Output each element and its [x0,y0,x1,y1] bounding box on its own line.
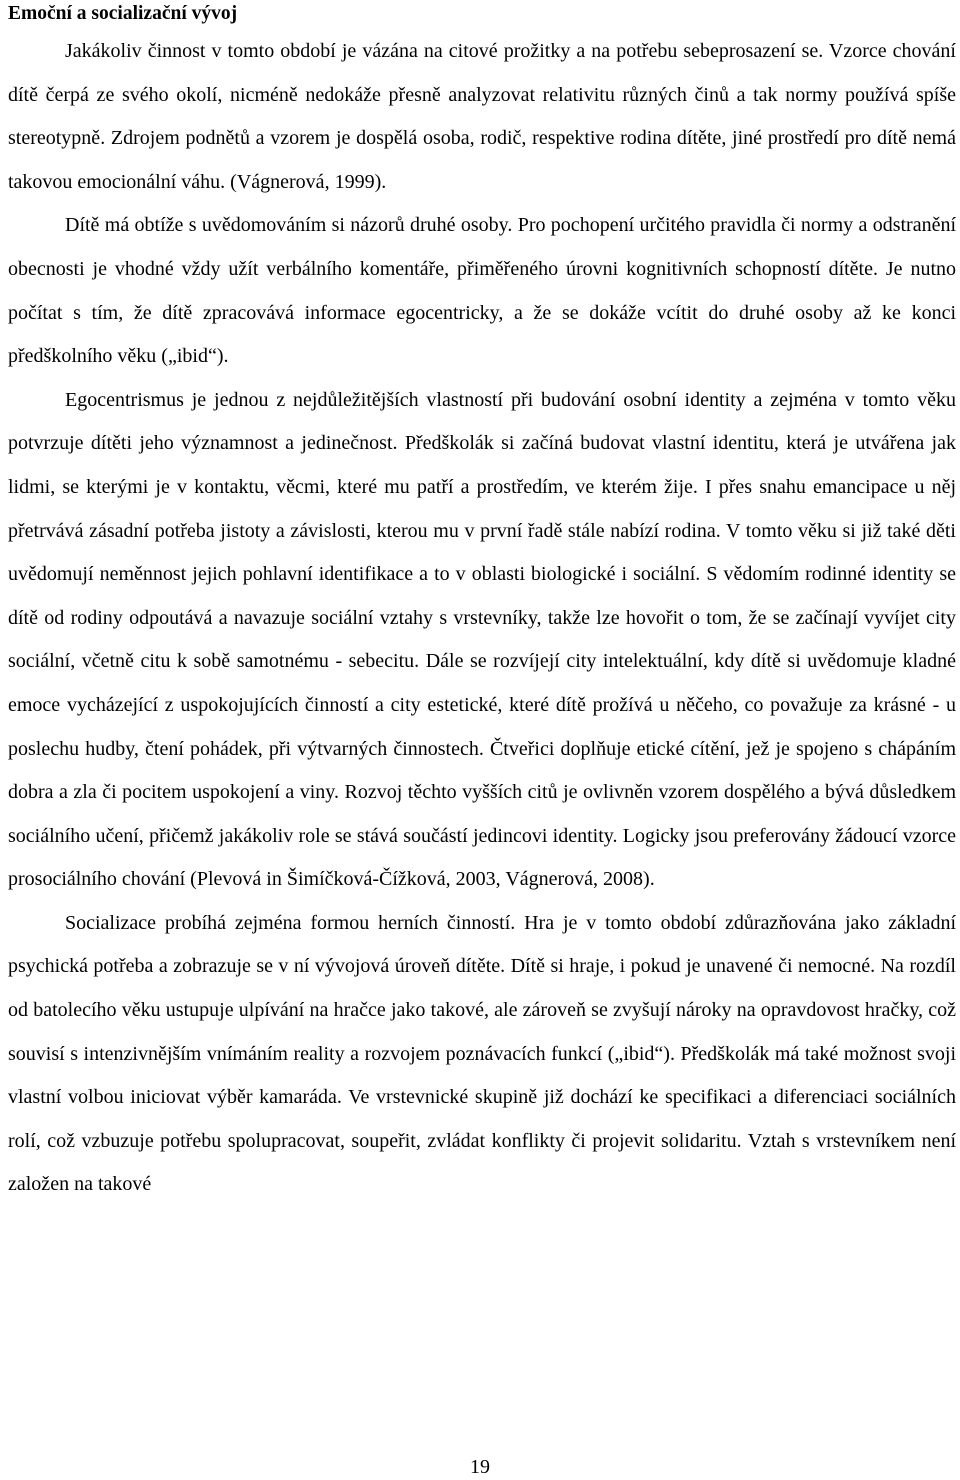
paragraph-2: Dítě má obtíže s uvědomováním si názorů druhé osoby. Pro pochopení určitého pravidla či normy a odstranění obecnosti je vhodné vždy užít verbálního komentáře, přiměřeného úrovni kognitivních schopností dítěte. Je nutno počítat s tím, že dítě zpracovává informace egocentricky, a že se dokáže vcítit do druhé osoby až ke konci předškolního věku („ibid“). [8,214,956,368]
section-heading: Emoční a socializační vývoj [8,3,238,24]
paragraph-1: Jakákoliv činnost v tomto období je vázána na citové prožitky a na potřebu sebeprosazení se. Vzorce chování dítě čerpá ze svého okolí, nicméně nedokáže přesně analyzovat relativitu různých činů a tak normy používá spíše stereotypně. Zdrojem podnětů a vzorem je dospělá osoba, rodič, respektive rodina dítěte, jiné prostředí pro dítě nemá takovou emocionální váhu. (Vágnerová, 1999). [8,40,956,193]
document-page [8,0,956,1207]
paragraph-3: Egocentrismus je jednou z nejdůležitějších vlastností při budování osobní identity a zejména v tomto věku potvrzuje dítěti jeho významnost a jedinečnost. Předškolák si začíná budovat vlastní identitu, která je utvářena jak lidmi, se kterými je v kontaktu, věcmi, které mu patří a prostředím, ve kterém žije. I přes snahu emancipace u něj přetrvává zásadní potřeba jistoty a závislosti, kterou mu v první řadě stále nabízí rodina. V tomto věku si již také děti uvědomují neměnnost jejich pohlavní identifikace a to v oblasti biologické i sociální. S vědomím rodinné identity se dítě od rodiny odpoutává a navazuje sociální vztahy s vrstevníky, takže lze hovořit o tom, že se začínají vyvíjet city sociální, včetně citu k sobě samotnému - sebecitu. Dále se rozvíjejí city intelektuální, kdy dítě si uvědomuje kladné emoce vycházející z uspokojujících činností a city estetické, které dítě prožívá u něčeho, co považuje za krásné - u poslechu hudby, čtení pohádek, při výtvarných činnostech. Čtveřici doplňuje etické cítění, jež je spojeno s chápáním dobra a zla či pocitem uspokojení a viny. Rozvoj těchto vyšších citů je ovlivněn vzorem dospělého a bývá důsledkem sociálního učení, přičemž jakákoliv role se stává součástí jedincovi identity. Logicky jsou preferovány žádoucí vzorce prosociálního chování (Plevová in Šimíčková-Čížková, 2003, Vágnerová, 2008). [8,388,956,891]
page-number: 19 [470,1456,490,1478]
paragraph-4: Socializace probíhá zejména formou herních činností. Hra je v tomto období zdůrazňována jako základní psychická potřeba a zobrazuje se v ní vývojová úroveň dítěte. Dítě si hraje, i pokud je unavené či nemocné. Na rozdíl od batolecího věku ustupuje ulpívání na hračce jako takové, ale zároveň se zvyšují nároky na opravdovost hračky, což souvisí s intenzivnějším vnímáním reality a rozvojem poznávacích funkcí („ibid“). Předškolák má také možnost svoji vlastní volbou iniciovat výběr kamaráda. Ve vrstevnické skupině již dochází ke specifikaci a diferenciaci sociálních rolí, což vzbuzuje potřebu spolupracovat, soupeřit, zvládat konflikty či projevit solidaritu. Vztah s vrstevníkem není založen na takové [8,911,956,1196]
